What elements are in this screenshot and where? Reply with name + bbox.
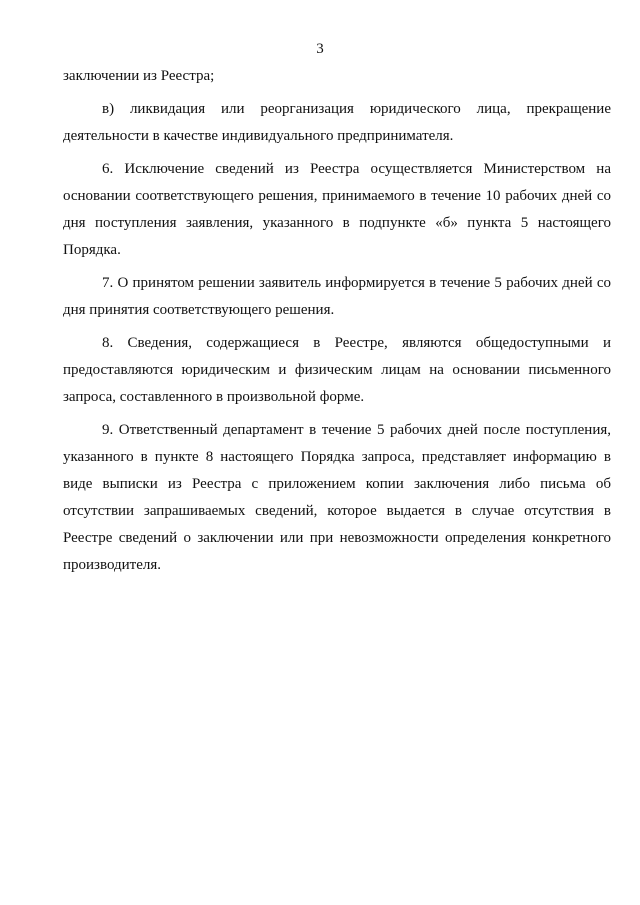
paragraph-continuation: заключении из Реестра; — [63, 68, 215, 84]
paragraph-item-6: 6. Исключение сведений из Реестра осуществляется Министерством на основании соответствующего решения, принимаемого в течение 10 рабочих дней со дня поступления заявления, указанного в подпункте «б» пункта 5 настоящего Порядка. — [63, 161, 611, 258]
paragraph-item-7: 7. О принятом решении заявитель информируется в течение 5 рабочих дней со дня принятия соответствующего решения. — [63, 275, 611, 318]
document-body — [63, 63, 611, 585]
page-number: 3 — [316, 41, 324, 57]
paragraph-item-8: 8. Сведения, содержащиеся в Реестре, являются общедоступными и предоставляются юридическим и физическим лицам на основании письменного запроса, составленного в произвольной форме. — [63, 335, 611, 405]
paragraph-subitem-v: в) ликвидация или реорганизация юридического лица, прекращение деятельности в качестве индивидуального предпринимателя. — [63, 101, 611, 144]
paragraph-item-9: 9. Ответственный департамент в течение 5 рабочих дней после поступления, указанного в пункте 8 настоящего Порядка запроса, представляет информацию в виде выписки из Реестра с приложением копии заключения либо письма об отсутствии запрашиваемых сведений, которое выдается в случае отсутствия в Реестре сведений о заключении или при невозможности определения конкретного производителя. — [63, 422, 611, 573]
